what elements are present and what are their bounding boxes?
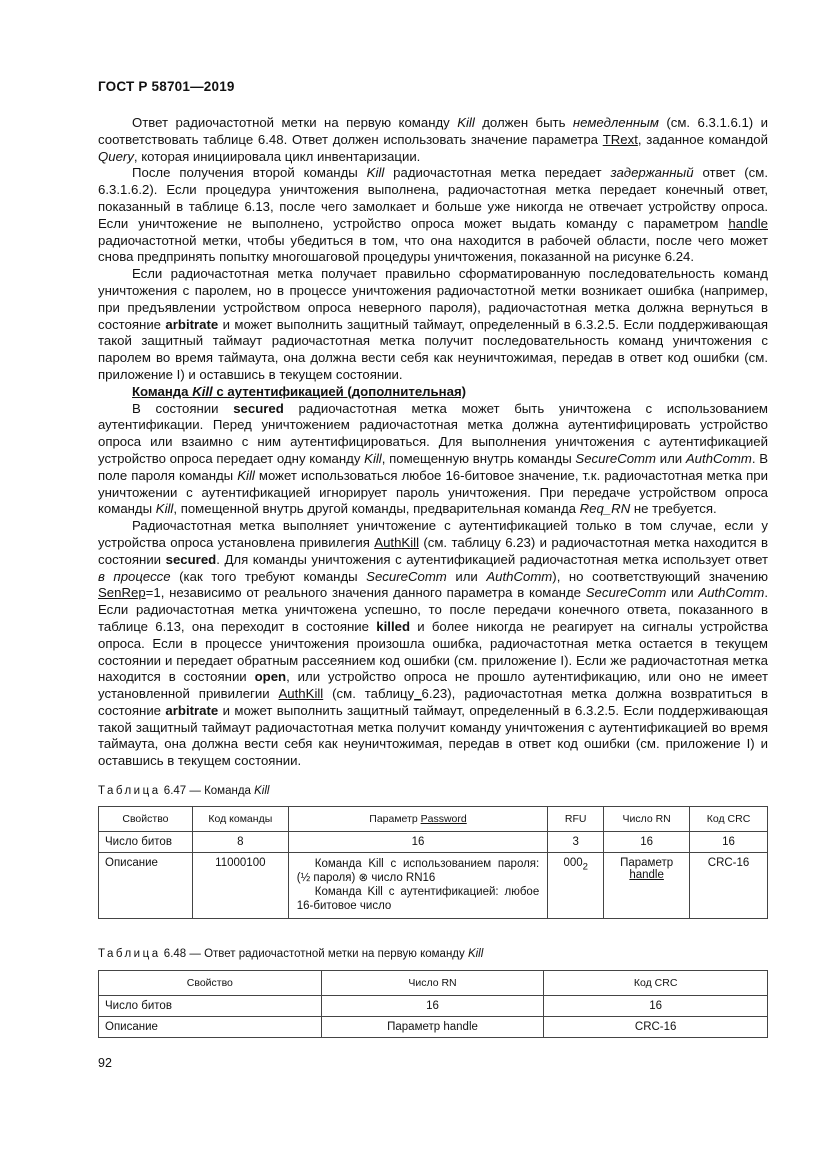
- table-cell: $000_2$: [548, 853, 604, 919]
- table-kill-command: [98, 806, 768, 919]
- table-row: [99, 832, 768, 853]
- header-cell: RFU: [548, 807, 604, 832]
- table-row: [99, 1017, 768, 1038]
- table-cell: 16: [321, 996, 544, 1017]
- table-cell: 8: [192, 832, 288, 853]
- header-cell: Параметр Password: [288, 807, 547, 832]
- header-cell: Код команды: [192, 807, 288, 832]
- paragraph: В состоянии secured радиочастотная метка может быть уничтожена с использованием аутентификации. Перед уничтожением радиочастотная метка должна аутентифицировать устройство опроса или взаимно с ним аутентифицироваться. Для выполнения уничтожения с аутентификацией устройство опроса передает одну команду Kill, помещенную внутрь команды SecureComm или AuthComm. В поле пароля команды Kill может использоваться любое 16-битовое значение, т.к. радиочастотная метка при уничтожении с аутентификацией игнорирует пароль уничтожения. При передаче устройством опроса команды Kill, помещенной внутрь другой команды, предварительная команда Req_RN не требуется.: [98, 400, 768, 517]
- header-cell: Свойство: [99, 807, 193, 832]
- table-cell: CRC-16: [544, 1017, 768, 1038]
- header-cell: Свойство: [99, 971, 322, 996]
- table-row: [99, 996, 768, 1017]
- page-number: 92: [98, 1056, 112, 1070]
- paragraph: Радиочастотная метка выполняет уничтожение с аутентификацией только в том случае, если у устройства опроса установлена привилегия AuthKill (см. таблицу 6.23) и радиочастотная метка находится в состоянии secured. Для команды уничтожения с аутентификацией радиочастотная метка использует ответ в процессе (как того требуют команды SecureComm или AuthComm), но соответствующий значению SenRep=1, независимо от реального значения данного параметра в команде SecureComm или AuthComm. Если радиочастотная метка уничтожена успешно, то после передачи конечного ответа, показанного в таблице 6.13, она переходит в состояние killed и более никогда не реагирует на сигналы устройства опроса. Если в процессе уничтожения произошла ошибка, радиочастотная метка остается в текущем состоянии и передает обратным рассеянием код ошибки (см. приложение I). Если же радиочастотная метка находится в состоянии open, или устройство опроса не прошло аутентификацию, или оно не имеет установленной привилегии AuthKill (см. таблицу_6.23), радиочастотная метка должна возвратиться в состояние arbitrate и может выполнить защитный таймаут, определенный в 6.3.2.5. Если поддерживающая такой защитный таймаут радиочастотная метка получит команду уничтожения с аутентификацией во время таймаута, она должна вести себя как неуничтожимая, передав в ответ код ошибки (см. приложение I) и оставшись в текущем состоянии.: [98, 518, 769, 769]
- header-cell: Код CRC: [690, 807, 768, 832]
- table-cell: Параметр handle: [604, 853, 690, 919]
- table-caption: Таблица 6.48 — Ответ радиочастотной метки на первую команду Kill: [98, 948, 484, 960]
- table-cell: Число битов: [99, 996, 322, 1017]
- section-subheading: Команда Kill с аутентификацией (дополнительная): [132, 383, 467, 399]
- table-cell: 11000100: [192, 853, 288, 919]
- table-kill-reply: [98, 970, 768, 1038]
- table-cell: Описание: [99, 1017, 322, 1038]
- table-caption: Таблица 6.47 — Команда Kill: [98, 785, 270, 797]
- table-cell: Параметр handle: [321, 1017, 544, 1038]
- paragraph: Ответ радиочастотной метки на первую команду Kill должен быть немедленным (см. 6.3.1.6.1) и соответствовать таблице 6.48. Ответ должен использовать значение параметра TRext, заданное командой Query, которая инициировала цикл инвентаризации.: [98, 115, 768, 164]
- table-cell: 16: [690, 832, 768, 853]
- body-text: [98, 115, 768, 770]
- table-cell: Число битов: [99, 832, 193, 853]
- header-cell: Число RN: [604, 807, 690, 832]
- table-cell: 3: [548, 832, 604, 853]
- table-cell: 16: [288, 832, 547, 853]
- paragraph: Если радиочастотная метка получает правильно сформатированную последовательность команд уничтожения с паролем, но в процессе уничтожения радиочастотной метки возникает ошибка (например, при предъявлении устройством опроса неверного пароля), радиочастотная метка должна вернуться в состояние arbitrate и может выполнить защитный таймаут, определенный в 6.3.2.5. Если поддерживающая такой защитный таймаут радиочастотная метка получит последовательность команд уничтожения с паролем во время таймаута, она должна вести себя как неуничтожимая, передав в ответ код ошибки (см. приложение I) и оставшись в текущем состоянии.: [98, 266, 768, 382]
- page-header-title: ГОСТ Р 58701—2019: [98, 79, 235, 94]
- table-cell: 16: [604, 832, 690, 853]
- paragraph: После получения второй команды Kill радиочастотная метка передает задержанный ответ (см. 6.3.1.6.2). Если процедура уничтожения выполнена, радиочастотная метка передает конечный ответ, показанный в таблице 6.13, после чего замолкает и больше уже никогда не отвечает устройству опроса. Если уничтожение не выполнено, устройство опроса может выдать команду с параметром handle радиочастотной метки, чтобы убедиться в том, что она находится в рабочей области, после чего может снова предпринять попытку многошаговой процедуры уничтожения, показанной на рисунке 6.24.: [98, 165, 768, 265]
- table-cell: Команда Kill с использованием пароля: (½ пароля) ⊗ число RN16 Команда Kill с аутентификацией: любое 16-битовое число: [288, 853, 547, 919]
- header-cell: Код CRC: [544, 971, 768, 996]
- table-cell: 16: [544, 996, 768, 1017]
- table-cell: CRC-16: [690, 853, 768, 919]
- table-header-row: [99, 807, 768, 832]
- table-header-row: [99, 971, 768, 996]
- table-cell: Описание: [99, 853, 193, 919]
- table-row: [99, 853, 768, 919]
- header-cell: Число RN: [321, 971, 544, 996]
